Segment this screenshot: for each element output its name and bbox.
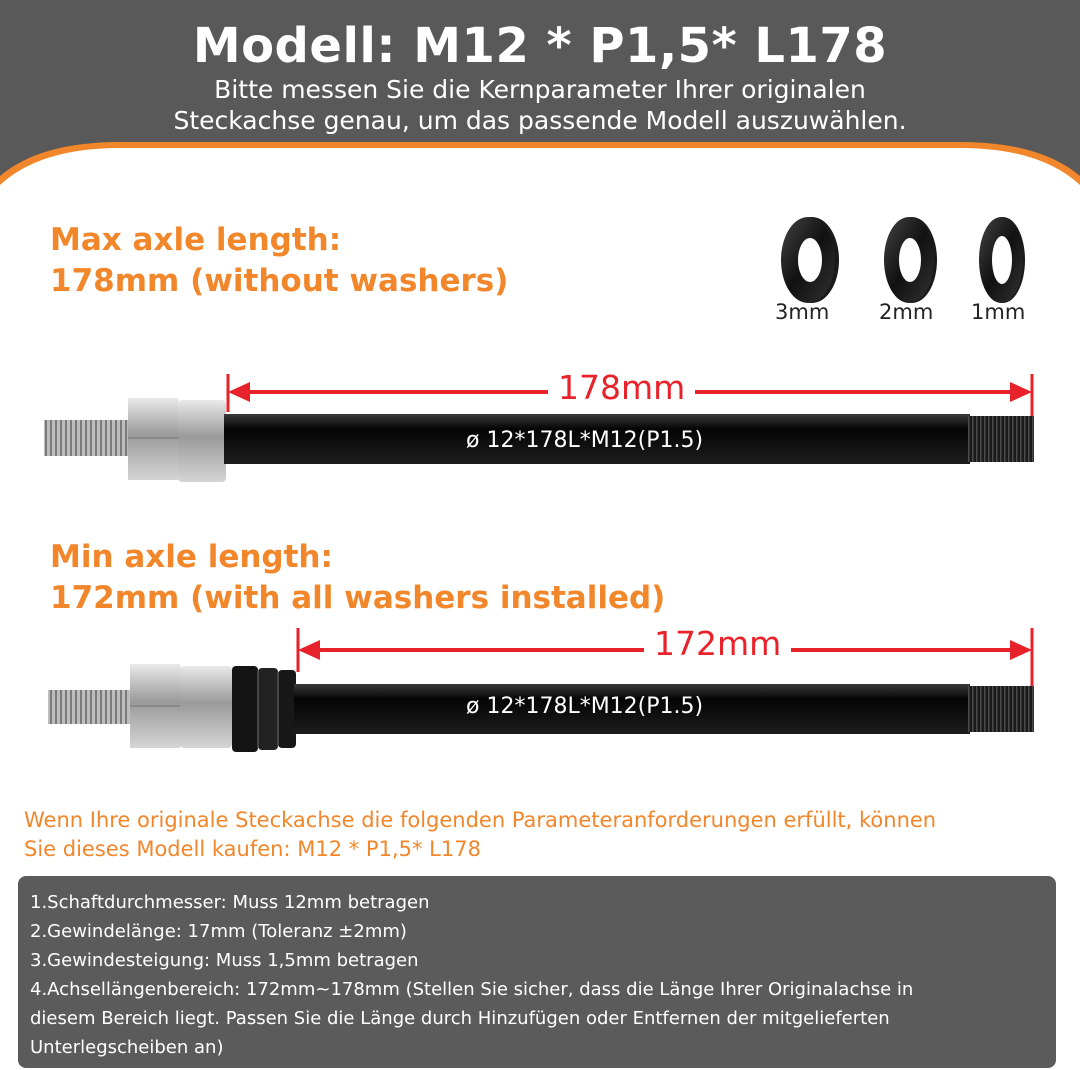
max-axle-illustration xyxy=(0,360,1080,490)
washer-label-2mm: 2mm xyxy=(879,300,934,324)
max-axle-label-line-2: 178mm (without washers) xyxy=(50,263,509,299)
max-axle-spec: ø 12*178L*M12(P1.5) xyxy=(466,428,704,453)
requirements-intro-line-1: Wenn Ihre originale Steckachse die folgenden Parameteranforderungen erfüllt, können xyxy=(24,808,937,832)
requirements-box xyxy=(18,876,1056,1068)
min-axle-illustration xyxy=(0,620,1080,760)
max-axle-label-line-1: Max axle length: xyxy=(50,222,342,258)
washer-label-1mm: 1mm xyxy=(971,300,1026,324)
min-dimension-label: 172mm xyxy=(644,624,791,663)
subtitle-line-2: Steckachse genau, um das passende Modell auszuwählen. xyxy=(173,106,907,135)
min-axle-label-line-1: Min axle length: xyxy=(50,539,333,575)
max-dimension-label: 178mm xyxy=(548,368,695,407)
requirement-item: 1.Schaftdurchmesser: Muss 12mm betragen xyxy=(30,892,430,913)
washer-label-3mm: 3mm xyxy=(775,300,830,324)
header-banner xyxy=(0,0,1080,200)
washer-1mm-icon xyxy=(979,217,1025,303)
requirement-item: 2.Gewindelänge: 17mm (Toleranz ±2mm) xyxy=(30,921,407,942)
washer-3mm-icon xyxy=(781,217,839,303)
page-title: Modell: M12 * P1,5* L178 xyxy=(192,18,888,74)
requirement-item: diesem Bereich liegt. Passen Sie die Länge durch Hinzufügen oder Entfernen der mitgelieferten xyxy=(30,1008,890,1029)
requirement-item: 4.Achsellängenbereich: 172mm~178mm (Stellen Sie sicher, dass die Länge Ihrer Originalachse in xyxy=(30,979,914,1000)
subtitle-line-1: Bitte messen Sie die Kernparameter Ihrer originalen xyxy=(214,75,866,104)
min-axle-label xyxy=(50,537,665,619)
page-subtitle xyxy=(0,74,1080,136)
washer-2mm-icon xyxy=(884,217,937,303)
requirements-intro xyxy=(24,806,1064,864)
requirement-item: Unterlegscheiben an) xyxy=(30,1037,224,1058)
max-axle-label xyxy=(50,220,508,302)
requirements-intro-line-2: Sie dieses Modell kaufen: M12 * P1,5* L178 xyxy=(24,837,481,861)
min-axle-label-line-2: 172mm (with all washers installed) xyxy=(50,580,666,616)
requirement-item: 3.Gewindesteigung: Muss 1,5mm betragen xyxy=(30,950,419,971)
min-axle-spec: ø 12*178L*M12(P1.5) xyxy=(466,694,704,719)
